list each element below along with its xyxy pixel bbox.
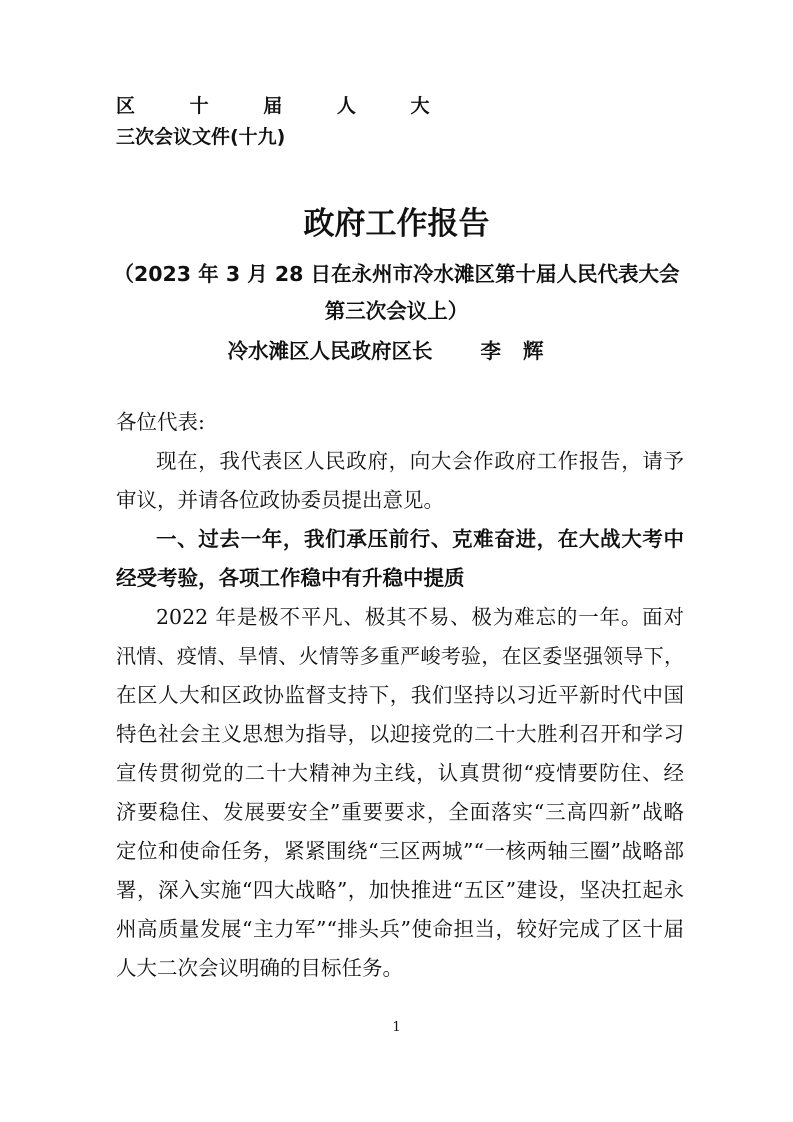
intro-line-1: 现在，我代表区人民政府，向大会作政府工作报告，请予: [156, 449, 684, 473]
document-header-file-number: 三次会议文件(十九): [116, 126, 286, 148]
paragraph-line-1: 2022 年是极不平凡、极其不易、极为难忘的一年。面对: [156, 605, 684, 629]
paragraph-line-8: 署，深入实施“四大战略”，加快推进“五区”建设，坚决扛起永: [116, 878, 684, 902]
paragraph-line-2: 汛情、疫情、旱情、火情等多重严峻考验，在区委坚强领导下，: [116, 644, 684, 668]
paragraph-line-10: 人大二次会议明确的目标任务。: [116, 956, 403, 980]
paragraph-line-4: 特色社会主义思想为指导，以迎接党的二十大胜利召开和学习: [116, 722, 684, 746]
paragraph-line-7: 定位和使命任务，紧紧围绕“三区两城”“一核两轴三圈”战略部: [116, 839, 684, 863]
speaker-line: [0, 334, 793, 364]
document-header-session: 区 十 届 人 大: [116, 95, 454, 117]
report-subtitle-line-2: 第三次会议上）: [324, 299, 469, 323]
section-heading-line-2: 经受考验，各项工作稳中有升稳中提质: [116, 566, 465, 590]
paragraph-line-3: 在区人大和区政协监督支持下，我们坚持以习近平新时代中国: [116, 683, 684, 707]
report-title: 政府工作报告: [303, 206, 490, 242]
paragraph-line-9: 州高质量发展“主力军”“排头兵”使命担当，较好完成了区十届: [116, 917, 684, 941]
speaker-name: 李辉: [480, 339, 566, 363]
page-number: 1: [392, 1020, 401, 1035]
paragraph-line-6: 济要稳住、发展要安全”重要要求，全面落实“三高四新”战略: [116, 800, 684, 824]
speaker-role: 冷水滩区人民政府区长: [227, 339, 433, 363]
report-subtitle-line-1: （2023 年 3 月 28 日在永州市冷水滩区第十届人民代表大会: [113, 262, 680, 286]
paragraph-line-5: 宣传贯彻党的二十大精神为主线，认真贯彻“疫情要防住、经: [116, 761, 684, 785]
salutation: 各位代表:: [116, 410, 205, 434]
section-heading-line-1: 一、过去一年，我们承压前行、克难奋进，在大战大考中: [156, 527, 684, 551]
intro-line-2: 审议，并请各位政协委员提出意见。: [116, 488, 444, 512]
